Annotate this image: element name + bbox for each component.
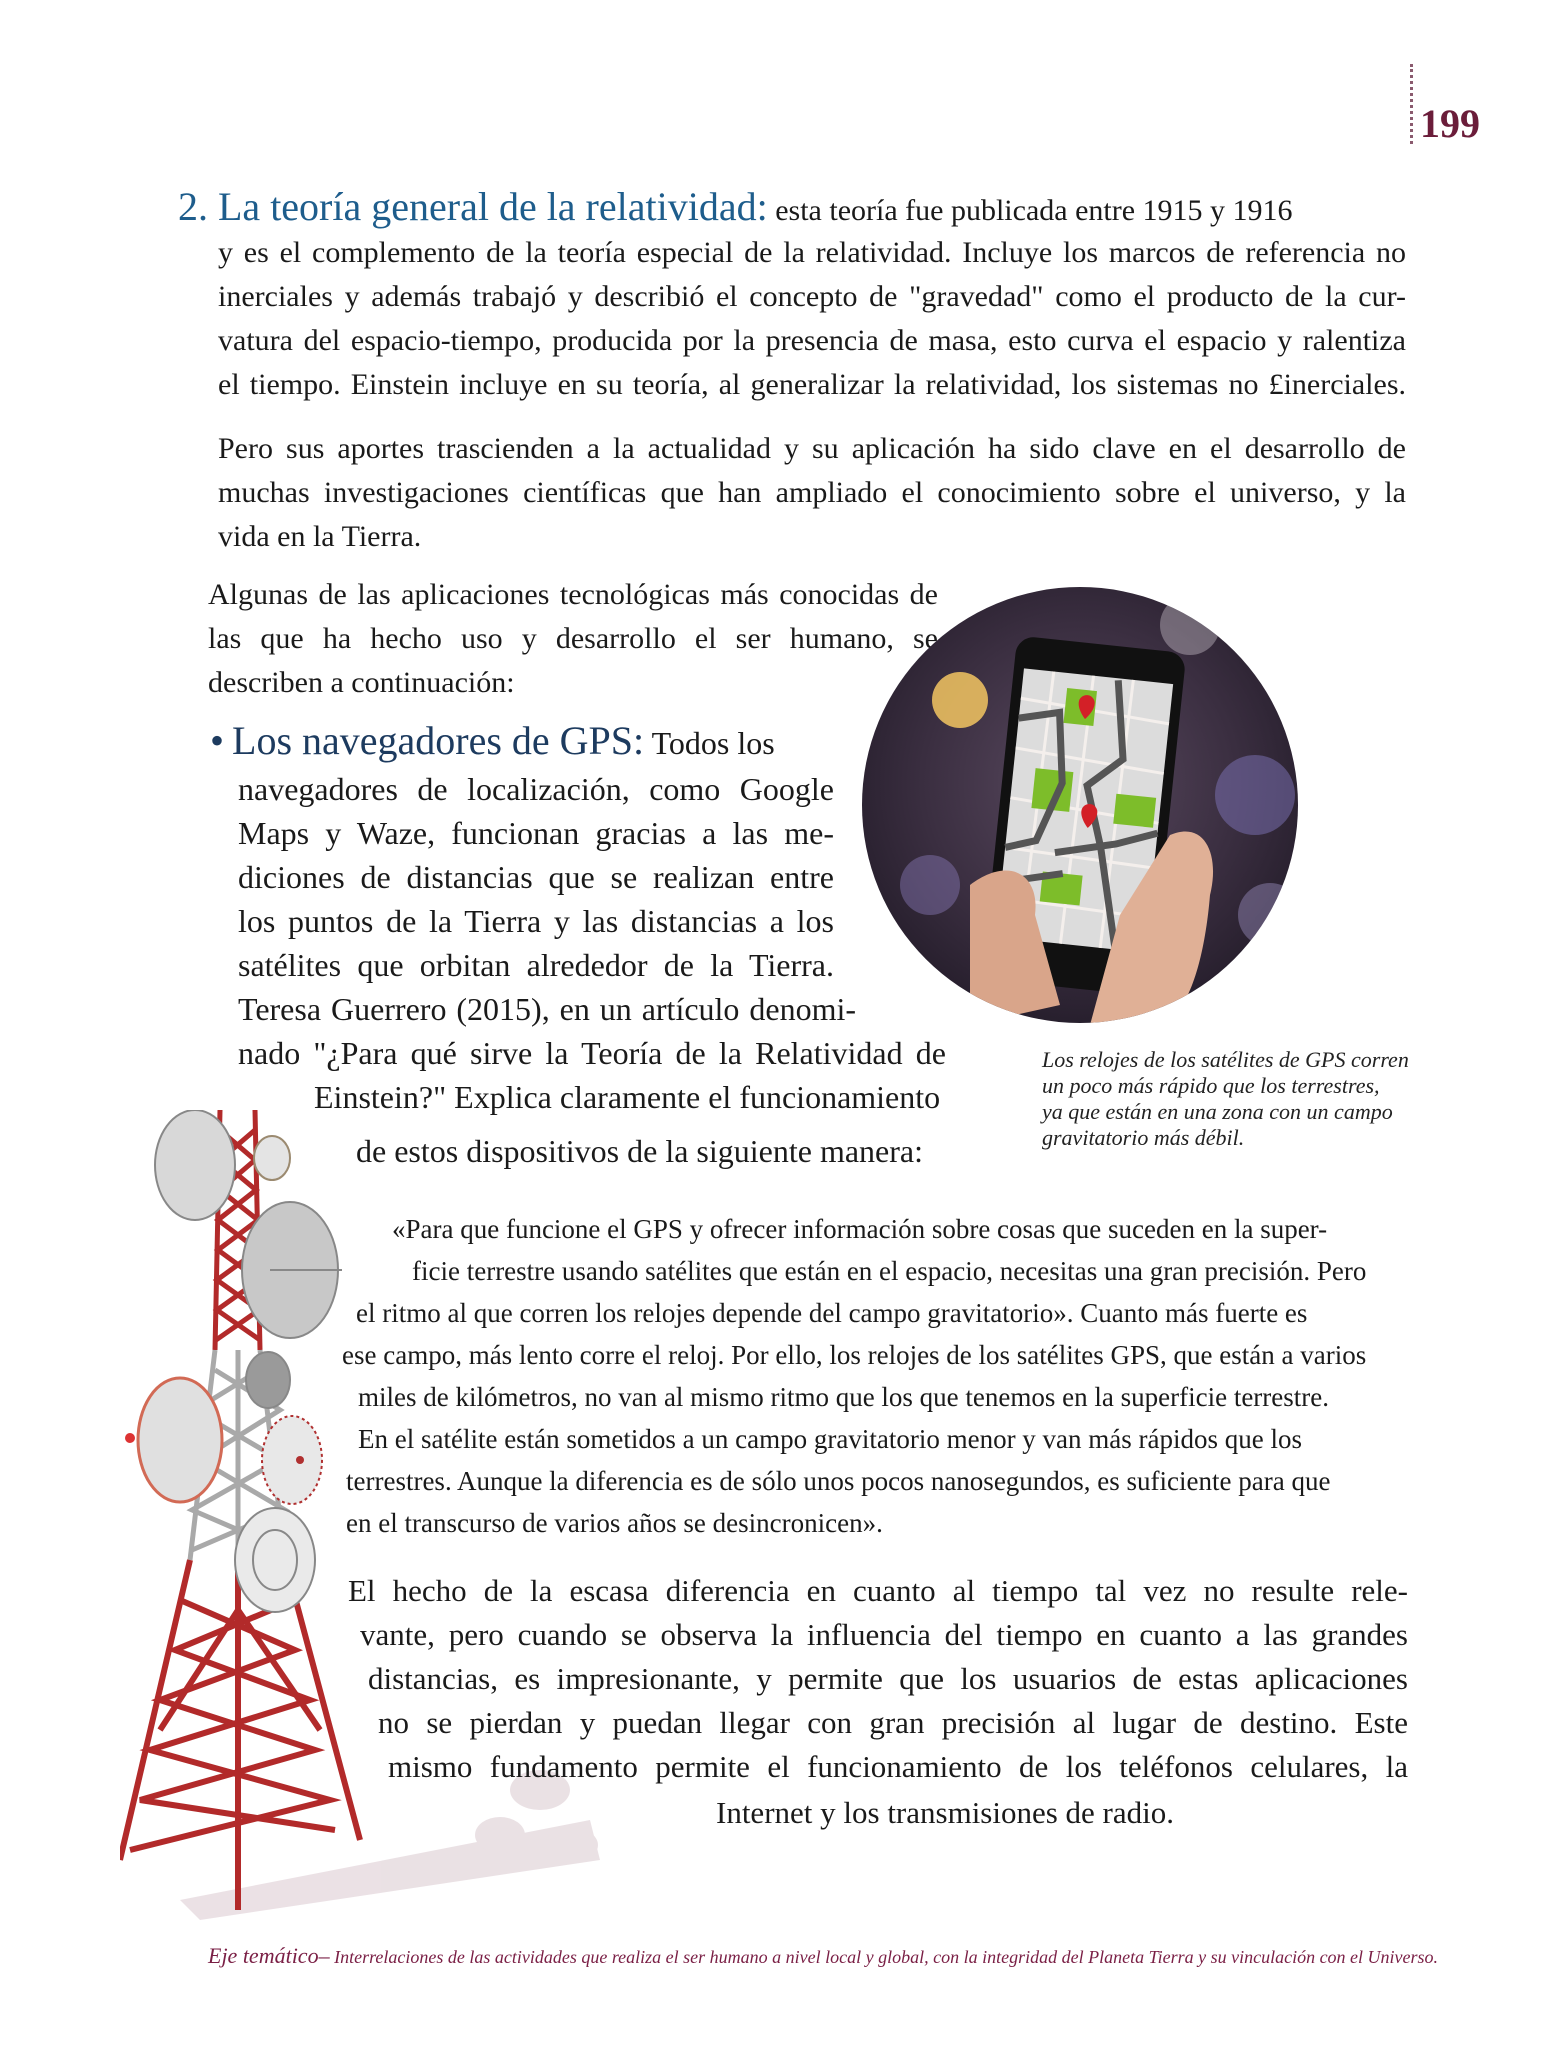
section-2-line-2: inerciales y además trabajó y describió el concepto de "gravedad" como el producto de la cur- bbox=[218, 280, 1406, 313]
quote-line-4: miles de kilómetros, no van al mismo ritmo que los que tenemos en la superficie terrestre. bbox=[358, 1382, 1329, 1412]
section-2-line-3: vatura del espacio-tiempo, producida por la presencia de masa, esto curva el espacio y ralentiza bbox=[218, 324, 1406, 357]
quote-line-7: en el transcurso de varios años se desincronicen». bbox=[346, 1508, 883, 1538]
quote-line-0: «Para que funcione el GPS y ofrecer información sobre cosas que suceden en la super- bbox=[392, 1214, 1328, 1244]
gps-line-4: satélites que orbitan alrededor de la Tierra. bbox=[238, 947, 834, 983]
gps-line-8: de estos dispositivos de la siguiente manera: bbox=[356, 1133, 923, 1169]
section-2-line-1: y es el complemento de la teoría especial de la relatividad. Incluye los marcos de referencia no bbox=[218, 236, 1406, 269]
section-2-first-line bbox=[178, 186, 1293, 232]
closing-line-0: El hecho de la escasa diferencia en cuanto al tiempo tal vez no resulte rele- bbox=[348, 1573, 1408, 1608]
gps-phone-photo bbox=[860, 585, 1300, 1025]
footer-thematic-axis bbox=[208, 1943, 1438, 1969]
closing-line-3: no se pierdan y puedan llegar con gran precisión al lugar de destino. Este bbox=[378, 1705, 1408, 1740]
quote-line-2: el ritmo al que corren los relojes depende del campo gravitatorio». Cuanto más fuerte es bbox=[356, 1298, 1308, 1328]
closing-line-5: Internet y los transmisiones de radio. bbox=[716, 1795, 1175, 1830]
page-number-divider bbox=[1410, 64, 1413, 144]
quote-line-5: En el satélite están sometidos a un campo gravitatorio menor y van más rápidos que los bbox=[358, 1424, 1303, 1454]
caption-line-3: gravitatorio más débil. bbox=[1042, 1125, 1245, 1150]
gps-first-line-rest: Todos los bbox=[651, 725, 775, 761]
gps-line-1: Maps y Waze, funcionan gracias a las me- bbox=[238, 815, 834, 851]
intro-line-1: las que ha hecho uso y desarrollo el ser humano, se bbox=[208, 622, 938, 655]
section-2-para2-line-2: vida en la Tierra. bbox=[218, 520, 422, 553]
caption-line-1: un poco más rápido que los terrestres, bbox=[1042, 1073, 1380, 1098]
gps-line-3: los puntos de la Tierra y las distancias a los bbox=[238, 903, 834, 939]
gps-line-2: diciones de distancias que se realizan entre bbox=[238, 859, 834, 895]
closing-line-2: distancias, es impresionante, y permite que los usuarios de estas aplicaciones bbox=[368, 1661, 1408, 1696]
closing-line-1: vante, pero cuando se observa la influencia del tiempo en cuanto a las grandes bbox=[360, 1617, 1408, 1652]
quote-line-1: ficie terrestre usando satélites que están en el espacio, necesitas una gran precisión. Pero bbox=[412, 1256, 1367, 1286]
section-2-heading: 2. La teoría general de la relatividad: bbox=[178, 184, 768, 229]
gps-line-0: navegadores de localización, como Google bbox=[238, 771, 834, 807]
footer-title: Eje temático– bbox=[208, 1943, 330, 1968]
section-2-line-4: el tiempo. Einstein incluye en su teoría, al generalizar la relatividad, los sistemas no £inerciales. bbox=[218, 368, 1406, 401]
closing-line-4: mismo fundamento permite el funcionamiento de los teléfonos celulares, la bbox=[388, 1749, 1408, 1784]
gps-line-6: nado "¿Para qué sirve la Teoría de la Relatividad de bbox=[238, 1035, 946, 1071]
quote-line-3: ese campo, más lento corre el reloj. Por ello, los relojes de los satélites GPS, que están a varios bbox=[342, 1340, 1367, 1370]
page-number: 199 bbox=[1420, 101, 1480, 146]
photo-caption bbox=[1042, 1047, 1409, 1151]
caption-line-2: ya que están en una zona con un campo bbox=[1042, 1099, 1393, 1124]
caption-line-0: Los relojes de los satélites de GPS corren bbox=[1042, 1047, 1409, 1072]
section-2-line-0: esta teoría fue publicada entre 1915 y 1916 bbox=[775, 194, 1293, 227]
quote-line-6: terrestres. Aunque la diferencia es de sólo unos pocos nanosegundos, es suficiente para que bbox=[346, 1466, 1331, 1496]
gps-line-5: Teresa Guerrero (2015), en un artículo denomi- bbox=[238, 991, 856, 1027]
intro-line-0: Algunas de las aplicaciones tecnológicas más conocidas de bbox=[208, 578, 938, 611]
gps-heading: Los navegadores de GPS: bbox=[232, 718, 645, 763]
gps-line-7: Einstein?" Explica claramente el funcionamiento bbox=[314, 1079, 941, 1115]
gps-first-line bbox=[210, 720, 775, 764]
section-2-para2-line-0: Pero sus aportes trascienden a la actualidad y su aplicación ha sido clave en el desarrollo de bbox=[218, 432, 1406, 465]
bullet-icon: • bbox=[210, 718, 225, 763]
intro-line-2: describen a continuación: bbox=[208, 666, 515, 699]
section-2-para2-line-1: muchas investigaciones científicas que han ampliado el conocimiento sobre el universo, y la bbox=[218, 476, 1406, 509]
footer-text: Interrelaciones de las actividades que realiza el ser humano a nivel local y global, con la integridad del Planeta Tierra y su vinculación con el Universo. bbox=[329, 1947, 1439, 1967]
